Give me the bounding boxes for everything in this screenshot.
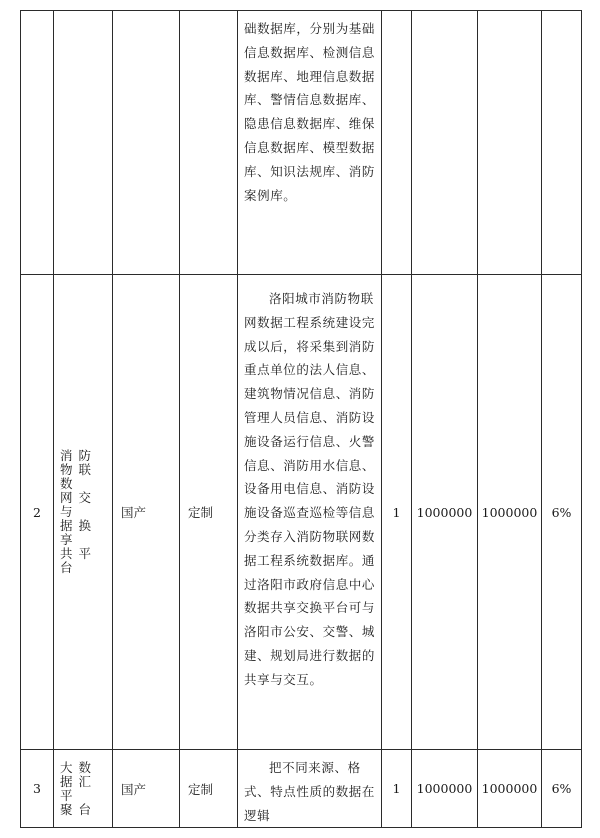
cell-qty: 1 [382, 275, 412, 750]
cell-description [238, 750, 382, 828]
cell-name [54, 11, 113, 275]
item-name-line: 大 数 [60, 759, 92, 775]
item-name-line: 聚 台 [60, 801, 92, 817]
cell-total [478, 11, 542, 275]
cell-name [54, 275, 113, 750]
cell-total: 1000000 [478, 275, 542, 750]
description-text: 把不同来源、格式、特点性质的数据在逻辑 [244, 760, 376, 823]
item-name-line: 消 防 [60, 448, 92, 463]
cell-unit-price: 1000000 [412, 275, 478, 750]
cell-mode [180, 11, 238, 275]
cell-qty [382, 11, 412, 275]
cell-description [238, 275, 382, 750]
item-name [54, 761, 112, 817]
table-row [21, 275, 582, 750]
item-name [54, 449, 112, 575]
cell-name [54, 750, 113, 828]
cell-no: 2 [21, 275, 54, 750]
table-row [21, 750, 582, 828]
cell-percent: 6% [542, 750, 582, 828]
cell-description [238, 11, 382, 275]
cell-no [21, 11, 54, 275]
item-name-line: 据 汇 平 [60, 773, 92, 803]
cell-origin [113, 11, 180, 275]
table-row [21, 11, 582, 275]
item-name-line: 物 联 数 [60, 462, 92, 491]
cell-mode: 定制 [180, 275, 238, 750]
cell-percent [542, 11, 582, 275]
cell-origin: 国产 [113, 750, 180, 828]
item-name-line: 据 换 享 [60, 518, 92, 547]
cell-percent: 6% [542, 275, 582, 750]
cell-mode: 定制 [180, 750, 238, 828]
item-name-line: 共 平 台 [60, 546, 92, 575]
cell-qty: 1 [382, 750, 412, 828]
equipment-table [20, 10, 582, 828]
description-text: 洛阳城市消防物联网数据工程系统建设完成以后，将采集到消防重点单位的法人信息、建筑物情况信息、消防管理人员信息、消防设施设备运行信息、火警信息、消防用水信息、设备用电信息、消防设施设备巡查巡检等信息分类存入消防物联网数据工程系统数据库。通过洛阳市政府信息中心数据共享交换平台可与洛阳市公安、交警、城建、规划局进行数据的共享与交互。 [244, 291, 376, 687]
cell-origin: 国产 [113, 275, 180, 750]
cell-unit-price [412, 11, 478, 275]
cell-no: 3 [21, 750, 54, 828]
cell-unit-price: 1000000 [412, 750, 478, 828]
item-name-line: 网 交 与 [60, 490, 92, 519]
description-text: 础数据库，分别为基础信息数据库、检测信息数据库、地理信息数据库、警情信息数据库、隐患信息数据库、维保信息数据库、模型数据库、知识法规库、消防案例库。 [244, 21, 376, 203]
cell-total: 1000000 [478, 750, 542, 828]
